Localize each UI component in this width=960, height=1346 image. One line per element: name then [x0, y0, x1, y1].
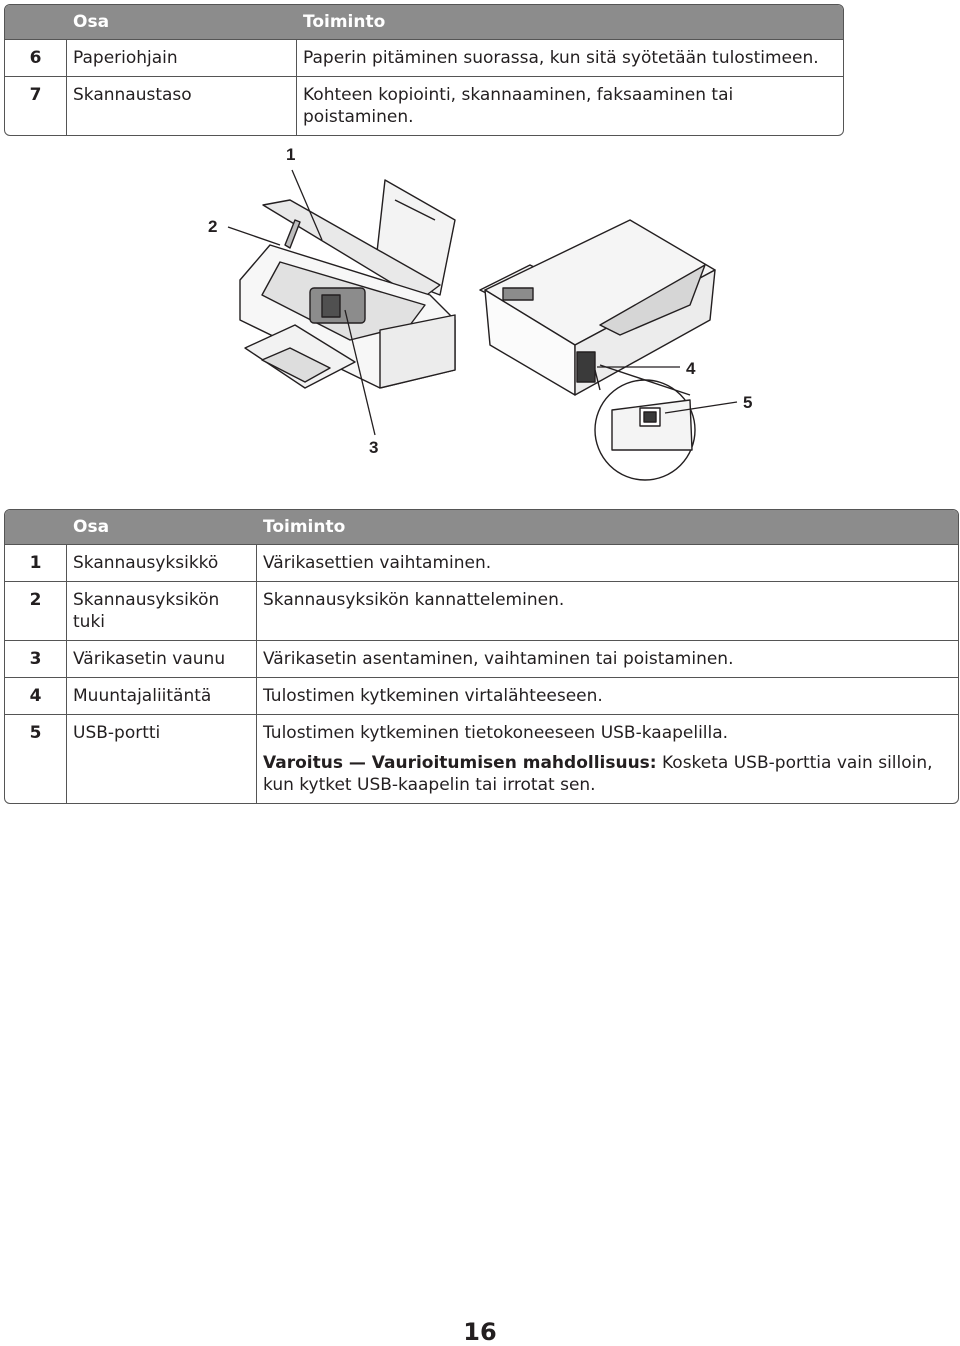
part-number: 7 [5, 76, 67, 135]
page-number: 16 [463, 1318, 497, 1346]
printer-closed-illustration [480, 220, 715, 395]
table-row [5, 640, 958, 677]
usb-port-detail [595, 365, 695, 480]
callout-3: 3 [369, 438, 379, 457]
part-name: USB-portti [67, 714, 257, 803]
table-row [5, 39, 843, 76]
part-number: 3 [5, 640, 67, 677]
table-row [5, 714, 958, 803]
header-part: Osa [67, 5, 297, 39]
part-number: 4 [5, 677, 67, 714]
warning-note [263, 752, 952, 796]
part-name: Skannaustaso [67, 76, 297, 135]
printer-illustration [0, 120, 960, 500]
part-number: 5 [5, 714, 67, 803]
table-row [5, 677, 958, 714]
header-number [5, 510, 67, 544]
part-function-cell [257, 714, 958, 803]
part-function: Tulostimen kytkeminen tietokoneeseen USB-kaapelilla. [263, 723, 729, 743]
header-number [5, 5, 67, 39]
header-part: Osa [67, 510, 257, 544]
printer-open-illustration [240, 180, 455, 388]
part-number: 6 [5, 39, 67, 76]
header-function: Toiminto [297, 5, 843, 39]
parts-table-bottom [4, 509, 959, 804]
table-row [5, 544, 958, 581]
table-header [5, 510, 958, 544]
header-function: Toiminto [257, 510, 958, 544]
part-function: Värikasettien vaihtaminen. [257, 544, 958, 581]
part-name: Muuntajaliitäntä [67, 677, 257, 714]
part-function: Paperin pitäminen suorassa, kun sitä syötetään tulostimeen. [297, 39, 843, 76]
callout-5: 5 [743, 393, 753, 412]
callout-4: 4 [686, 359, 696, 378]
part-name: Skannausyksikön tuki [67, 581, 257, 640]
callout-1: 1 [286, 145, 296, 164]
warning-text: Kosketa USB-porttia vain silloin, kun kytket USB-kaapelin tai irrotat sen. [263, 753, 933, 795]
part-name: Paperiohjain [67, 39, 297, 76]
part-function: Skannausyksikön kannatteleminen. [257, 581, 958, 640]
callout-2: 2 [208, 217, 218, 236]
part-number: 2 [5, 581, 67, 640]
parts-table-top [4, 4, 844, 136]
part-name: Värikasetin vaunu [67, 640, 257, 677]
table-row [5, 581, 958, 640]
part-name: Skannausyksikkö [67, 544, 257, 581]
part-function: Tulostimen kytkeminen virtalähteeseen. [257, 677, 958, 714]
part-number: 1 [5, 544, 67, 581]
part-function: Kohteen kopiointi, skannaaminen, faksaaminen tai poistaminen. [297, 76, 843, 135]
part-function: Värikasetin asentaminen, vaihtaminen tai poistaminen. [257, 640, 958, 677]
warning-label: Varoitus — Vaurioitumisen mahdollisuus: [263, 753, 657, 773]
table-header [5, 5, 843, 39]
